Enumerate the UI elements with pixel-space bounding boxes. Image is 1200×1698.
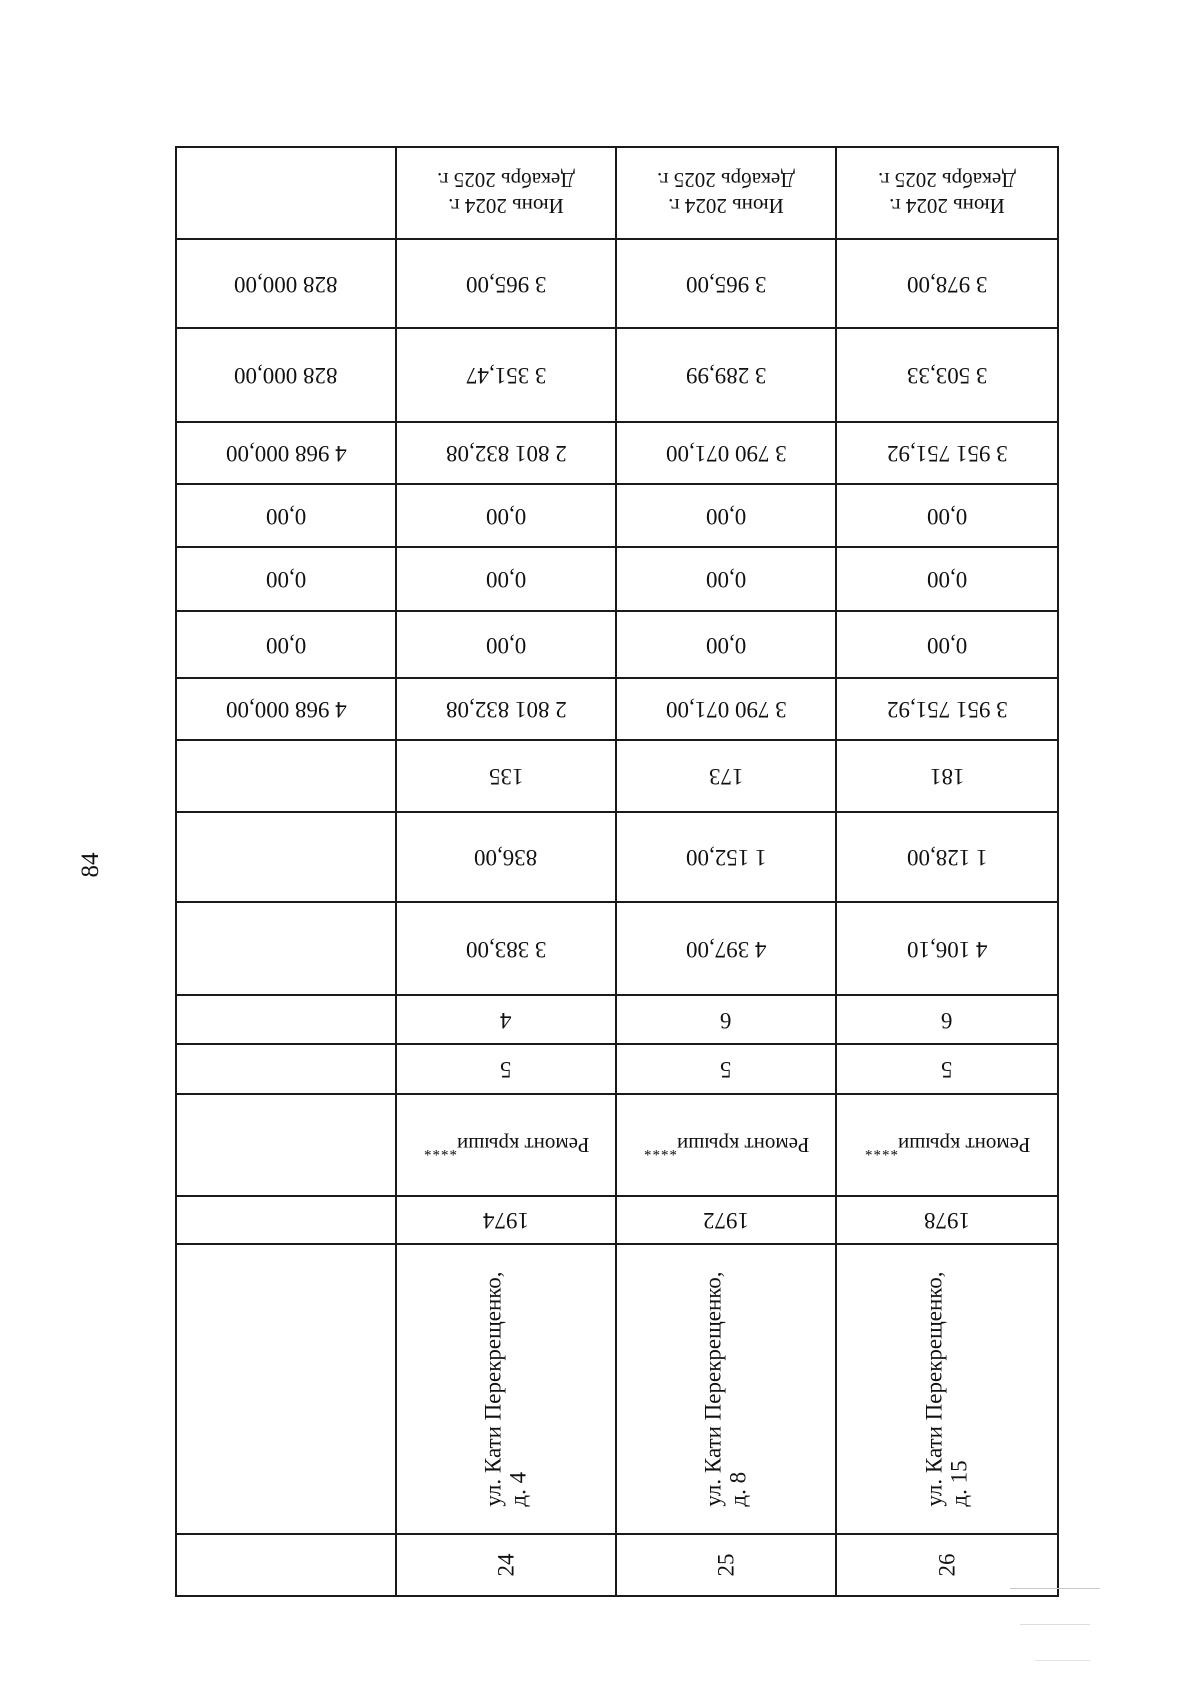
row-26-period: Июнь 2024 г. Декабрь 2025 г.	[878, 168, 1016, 218]
row-25-roof-area: 1 152,00	[685, 845, 767, 870]
row-25-unit-limit: 3 965,00	[685, 271, 767, 297]
row-26-fund-a: 0,00	[926, 632, 968, 658]
row-24-work-type: Ремонт крыши****	[422, 1133, 590, 1158]
row-24-total-area: 3 383,00	[465, 936, 547, 962]
row-25-entrances: 6	[720, 1007, 732, 1033]
row-25-fund-b: 0,00	[705, 567, 747, 592]
row-24-fund-b: 0,00	[485, 567, 527, 592]
row-25-cost-capital: 3 790 071,00	[665, 441, 787, 466]
row-25-year: 1972	[703, 1208, 749, 1233]
scan-artifact	[1035, 1660, 1090, 1661]
totals-fund-c: 0,00	[265, 503, 307, 529]
totals-unit-limit: 828 000,00	[234, 271, 338, 297]
row-26-year: 1978	[924, 1208, 970, 1233]
row-24-cost-total: 2 801 832,08	[445, 697, 567, 722]
row-26-floors: 5	[941, 1057, 953, 1082]
row-26-unit-limit: 3 978,00	[906, 271, 988, 297]
row-25-unit-cost: 3 289,99	[685, 363, 767, 388]
row-24-unit-limit: 3 965,00	[465, 271, 547, 297]
row-25-cost-total: 3 790 071,00	[665, 697, 787, 722]
row-26-total-area: 4 106,10	[906, 936, 988, 962]
row-24-cost-capital: 2 801 832,08	[445, 441, 567, 466]
row-24-floors: 5	[500, 1057, 512, 1082]
row-26-address: ул. Кати Перекрещенко, д. 15	[922, 1271, 972, 1507]
row-24-fund-c: 0,00	[485, 503, 527, 529]
row-25-address: ул. Кати Перекрещенко, д. 8	[701, 1271, 751, 1507]
row-24-fund-a: 0,00	[485, 632, 527, 658]
row-25-fund-c: 0,00	[705, 503, 747, 529]
totals-fund-a: 0,00	[265, 632, 307, 658]
totals-cost-total: 4 968 000,00	[225, 697, 347, 722]
row-24-period: Июнь 2024 г. Декабрь 2025 г.	[437, 168, 575, 218]
totals-fund-b: 0,00	[265, 567, 307, 592]
totals-unit-cost: 828 000,00	[234, 363, 338, 388]
page-number: 84	[77, 852, 104, 878]
row-26-entrances: 6	[941, 1007, 953, 1033]
row-24-number: 24	[493, 1553, 518, 1577]
row-25-total-area: 4 397,00	[685, 936, 767, 962]
row-24-year: 1974	[483, 1208, 529, 1233]
row-24-unit-cost: 3 351,47	[465, 363, 547, 388]
scan-artifact	[1020, 1624, 1090, 1625]
row-26-cost-total: 3 951 751,92	[886, 697, 1008, 722]
row-26-cost-capital: 3 951 751,92	[886, 441, 1008, 466]
row-25-residents: 173	[708, 764, 744, 789]
row-24-address: ул. Кати Перекрещенко, д. 4	[481, 1271, 531, 1507]
row-25-period: Июнь 2024 г. Декабрь 2025 г.	[657, 168, 795, 218]
row-26-number: 26	[934, 1553, 959, 1577]
row-25-floors: 5	[720, 1057, 732, 1082]
row-26-roof-area: 1 128,00	[906, 845, 988, 870]
scan-artifact	[1010, 1588, 1100, 1589]
row-26-fund-c: 0,00	[926, 503, 968, 529]
row-24-entrances: 4	[500, 1007, 512, 1033]
row-25-number: 25	[713, 1553, 738, 1577]
row-26-residents: 181	[929, 764, 965, 789]
row-26-unit-cost: 3 503,33	[906, 363, 988, 388]
row-25-fund-a: 0,00	[705, 632, 747, 658]
row-24-residents: 135	[488, 764, 524, 789]
row-24-roof-area: 836,00	[474, 845, 538, 870]
totals-cost-capital: 4 968 000,00	[225, 441, 347, 466]
row-25-work-type: Ремонт крыши****	[642, 1133, 810, 1158]
row-26-fund-b: 0,00	[926, 567, 968, 592]
row-26-work-type: Ремонт крыши****	[863, 1133, 1031, 1158]
